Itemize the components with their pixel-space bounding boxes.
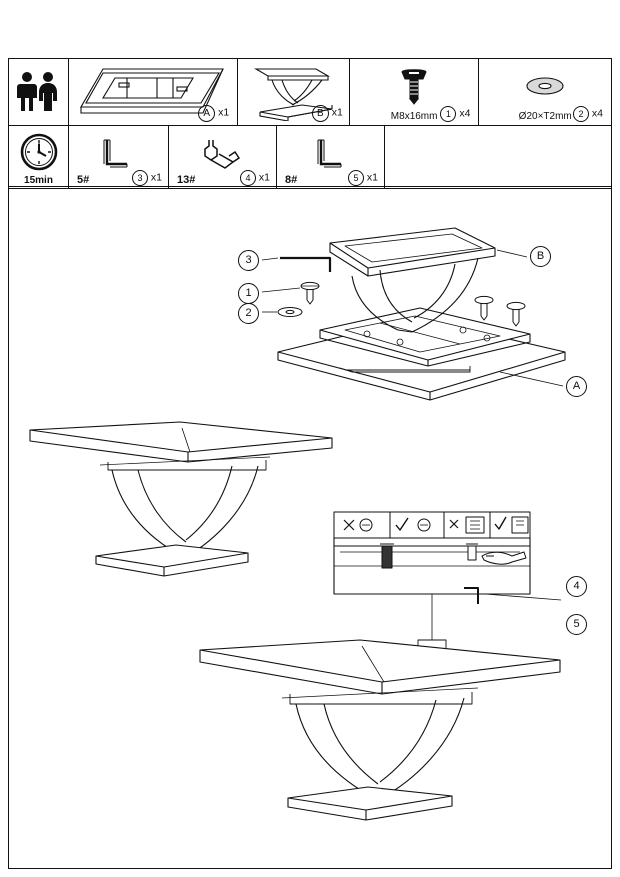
callout-wrench-4: 4 xyxy=(566,576,587,597)
parts-table xyxy=(8,58,612,189)
tool-5-label: 5# xyxy=(77,174,90,186)
part-a-qty: x1 xyxy=(218,106,230,119)
callout-allen-key-3: 3 xyxy=(238,250,259,271)
callout-washer-2: 2 xyxy=(238,303,259,324)
part-bolt xyxy=(350,59,480,125)
washer-tag: 2 xyxy=(573,106,589,122)
clock-icon xyxy=(9,126,69,188)
washer-qty: x4 xyxy=(591,107,603,120)
part-b-qty: x1 xyxy=(331,106,343,119)
tool-8-label: 8# xyxy=(285,174,298,186)
part-label-b: B xyxy=(312,105,329,122)
part-b-base xyxy=(238,59,350,125)
tool-13-qty: x1 xyxy=(258,171,270,184)
bolt-qty: x4 xyxy=(459,107,471,120)
callout-part-a: A xyxy=(566,376,587,397)
bolt-spec-label: M8x16mm xyxy=(390,111,438,122)
tool-allen-key-5 xyxy=(69,126,169,188)
part-label-a: A xyxy=(198,105,215,122)
two-people-icon xyxy=(9,59,69,125)
tool-8-qty: x1 xyxy=(366,171,378,184)
callout-bolt-1: 1 xyxy=(238,283,259,304)
part-washer xyxy=(479,59,611,125)
tool-13-tag: 4 xyxy=(240,170,256,186)
assembly-time-label: 15min xyxy=(24,175,53,186)
tool-8-tag: 5 xyxy=(348,170,364,186)
tool-wrench-13 xyxy=(169,126,277,188)
tool-13-label: 13# xyxy=(177,174,196,186)
parts-row-2 xyxy=(9,125,611,188)
empty-cell xyxy=(385,126,611,188)
part-a-table-top xyxy=(69,59,238,125)
callout-part-b: B xyxy=(530,246,551,267)
parts-row-1 xyxy=(9,59,611,125)
assembly-diagram-frame xyxy=(8,186,612,869)
bolt-tag: 1 xyxy=(440,106,456,122)
tool-allen-key-8 xyxy=(277,126,385,188)
washer-spec-label: Ø20×T2mm xyxy=(518,111,572,122)
callout-allen-key-5: 5 xyxy=(566,614,587,635)
tool-5-tag: 3 xyxy=(132,170,148,186)
tool-5-qty: x1 xyxy=(150,171,162,184)
